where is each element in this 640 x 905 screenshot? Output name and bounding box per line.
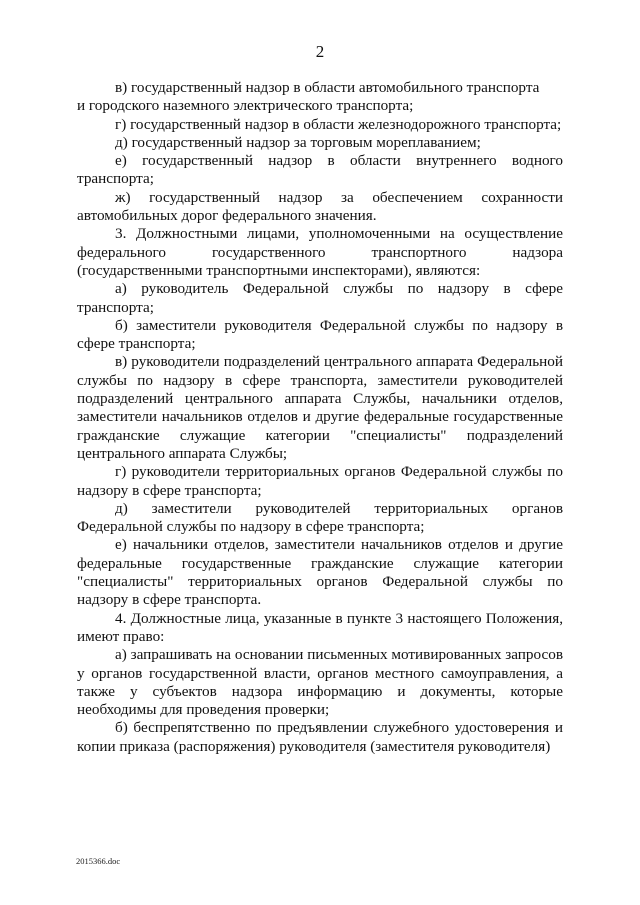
paragraph-d-merchant-shipping: д) государственный надзор за торговым мореплаванием; bbox=[115, 133, 481, 151]
paragraph-g-territorial-heads: г) руководители территориальных органов Федеральной службы по надзору в сфере транспорта; bbox=[77, 463, 563, 499]
paragraph-4-rights: 4. Должностные лица, указанные в пункте 3 настоящего Положения, имеют право: bbox=[77, 609, 563, 645]
document-body bbox=[77, 79, 563, 756]
page-number: 2 bbox=[315, 42, 325, 61]
paragraph-b-deputies: б) заместители руководителя Федеральной службы по надзору в сфере транспорта; bbox=[77, 316, 563, 353]
paragraph-3-officials: 3. Должностными лицами, уполномоченными на осуществление федерального государственного транспортного надзора (государственными транспортными инспекторами), являются: bbox=[77, 225, 563, 279]
footer-filename: 2015366.doc bbox=[76, 856, 121, 866]
paragraph-g-railway: г) государственный надзор в области железнодорожного транспорта; bbox=[115, 115, 562, 133]
paragraph-e-territorial-staff: е) начальники отделов, заместители начальников отделов и другие федеральные государственные гражданские служащие категории "специалисты" территориальных органов Федеральной службы по надзору в сфере транспорта. bbox=[77, 536, 563, 609]
paragraph-a-head: а) руководитель Федеральной службы по надзору в сфере транспорта; bbox=[77, 280, 563, 316]
paragraph-e-inland-water: е) государственный надзор в области внутреннего водного транспорта; bbox=[77, 152, 563, 188]
paragraph-v-auto-transport: в) государственный надзор в области автомобильного транспорта и городского наземного электрического транспорта; bbox=[77, 79, 540, 115]
paragraph-v-central-office: в) руководители подразделений центрального аппарата Федеральной службы по надзору в сфере транспорта, заместители руководителей подразделений центрального аппарата Службы, начальники отделов, заместители начальников отделов и другие федеральные государственные гражданские служащие категории "специалисты" подразделений центрального аппарата Службы; bbox=[77, 353, 563, 462]
paragraph-a-requests: а) запрашивать на основании письменных мотивированных запросов у органов государственной власти, органов местного самоуправления, а также у субъектов надзора информацию и документы, которые необходимы для проведения проверки; bbox=[77, 646, 563, 719]
paragraph-zh-roads: ж) государственный надзор за обеспечением сохранности автомобильных дорог федерального значения. bbox=[77, 188, 563, 225]
paragraph-b-access: б) беспрепятственно по предъявлении служебного удостоверения и копии приказа (распоряжения) руководителя (заместителя руководителя) bbox=[77, 719, 563, 755]
paragraph-d-territorial-deputies: д) заместители руководителей территориальных органов Федеральной службы по надзору в сфере транспорта; bbox=[77, 499, 563, 536]
